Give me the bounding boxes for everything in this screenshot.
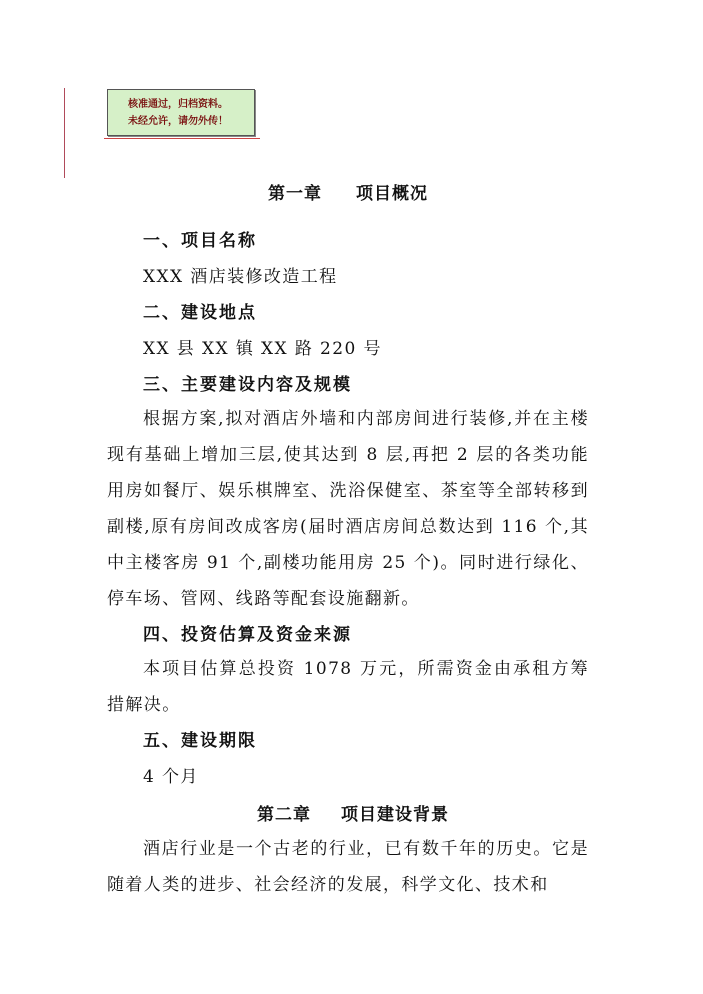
section-3-title: 三、主要建设内容及规模 <box>143 375 352 395</box>
chapter-1-title: 项目概况 <box>356 184 428 204</box>
chapter-2-body: 酒店行业是一个古老的行业，已有数千年的历史。它是随着人类的进步、社会经济的发展，科学文化、技术和 <box>107 839 589 895</box>
document-body <box>107 176 589 903</box>
section-2-title: 二、建设地点 <box>143 303 257 323</box>
chapter-2-prefix: 第二章 <box>257 805 311 825</box>
stamp-line-1: 核准通过，归档资料。 <box>128 99 228 110</box>
chapter-2-heading <box>107 803 589 827</box>
stamp-line-2: 未经允许，请勿外传！ <box>128 116 228 127</box>
section-2-body: XX 县 XX 镇 XX 路 220 号 <box>143 339 382 359</box>
section-4-body: 本项目估算总投资 1078 万元，所需资金由承租方筹措解决。 <box>107 659 589 715</box>
section-5-body: 4 个月 <box>143 767 199 787</box>
chapter-1-prefix: 第一章 <box>268 184 322 204</box>
section-4-title: 四、投资估算及资金来源 <box>143 625 352 645</box>
stamp-underline <box>104 138 260 139</box>
chapter-2-title: 项目建设背景 <box>341 805 449 825</box>
margin-line <box>64 88 65 178</box>
section-3-body: 根据方案,拟对酒店外墙和内部房间进行装修,并在主楼现有基础上增加三层,使其达到 8 层,再把 2 层的各类功能用房如餐厅、娱乐棋牌室、洗浴保健室、茶室等全部转移到副楼,原有房间改成客房(届时酒店房间总数达到 116 个,其中主楼客房 91 个,副楼功能用房 25 个)。同时进行绿化、停车场、管网、线路等配套设施翻新。 <box>107 409 589 609</box>
archive-stamp <box>107 89 255 136</box>
section-5-title: 五、建设期限 <box>143 731 257 751</box>
section-1-title: 一、项目名称 <box>143 231 257 251</box>
section-1-body: XXX 酒店装修改造工程 <box>143 267 338 287</box>
chapter-1-heading <box>107 182 589 206</box>
